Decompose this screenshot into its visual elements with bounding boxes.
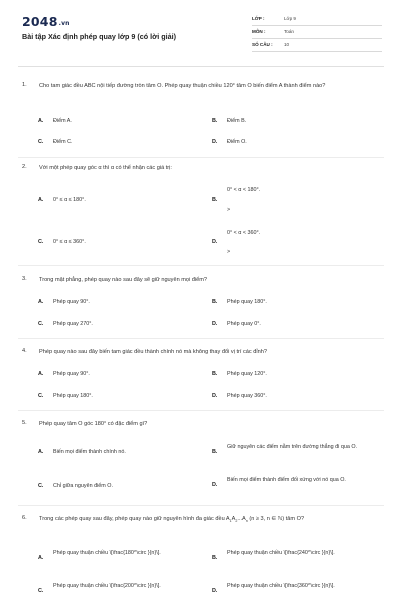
option-d-text: 0° < α < 360°. xyxy=(227,230,261,236)
question-number: 3. xyxy=(22,276,27,282)
option-text: Giữ nguyên các điểm nằm trên đường thẳng đi qua O. xyxy=(227,444,358,450)
option-text: Phép quay thuận chiều \[\frac{240^\circ }{n}\]. xyxy=(227,550,335,556)
logo-suffix: .vn xyxy=(58,20,70,27)
meta-value: Lớp 9 xyxy=(284,16,296,21)
option-letter: C. xyxy=(38,321,44,327)
meta-value: 10 xyxy=(284,42,290,47)
option-letter: C. xyxy=(38,393,44,399)
option-letter: B. xyxy=(212,118,218,124)
question-separator xyxy=(18,265,384,266)
question-number: 2. xyxy=(22,164,27,170)
meta-row-count xyxy=(252,39,382,52)
option-letter: A. xyxy=(38,371,44,377)
meta-value: Toán xyxy=(284,29,294,34)
question-text-mid: A xyxy=(231,516,236,522)
question-text-pre: Trong các phép quay sau đây, phép quay nào giữ nguyên hình đa giác đều A xyxy=(39,516,230,522)
option-text: Phép quay 270°. xyxy=(53,321,93,327)
option-letter: B. xyxy=(212,197,218,203)
option-letter: D. xyxy=(212,393,218,399)
option-text: Phép quay thuận chiều \[\frac{200^\circ }{n}\]. xyxy=(53,583,161,589)
option-text: Phép quay 0°. xyxy=(227,321,261,327)
option-letter: D. xyxy=(212,482,218,488)
question-text-post: (n ≥ 3, n ∈ ℕ) tâm O? xyxy=(247,516,305,522)
question-separator xyxy=(18,338,384,339)
question-separator xyxy=(18,157,384,158)
option-letter: A. xyxy=(38,449,44,455)
question-number: 5. xyxy=(22,420,27,426)
meta-key: SỐ CÂU : xyxy=(252,42,273,47)
option-letter: A. xyxy=(38,555,44,561)
option-letter: D. xyxy=(212,588,218,594)
option-text: Phép quay 90°. xyxy=(53,299,90,305)
question-text: Với một phép quay góc α thì α có thể nhận các giá trị: xyxy=(39,165,172,171)
question-number: 6. xyxy=(22,515,27,521)
option-letter: B. xyxy=(212,371,218,377)
option-text: Biến mọi điểm thành điểm đối xứng với nó qua O. xyxy=(227,477,346,483)
option-text: Điểm A. xyxy=(53,118,72,124)
option-letter: A. xyxy=(38,197,44,203)
subscript: n xyxy=(245,519,248,524)
question-text: Cho tam giác đều ABC nội tiếp đường tròn tâm O. Phép quay thuận chiều 120° tâm O biến điểm A thành điểm nào? xyxy=(39,83,326,89)
option-letter: D. xyxy=(212,139,218,145)
option-letter: C. xyxy=(38,483,44,489)
option-text: Điểm C. xyxy=(53,139,73,145)
meta-key: MÔN : xyxy=(252,29,266,34)
sheet-title: Bài tập Xác định phép quay lớp 9 (có lời giải) xyxy=(22,32,176,41)
option-letter: C. xyxy=(38,239,44,245)
meta-table xyxy=(252,13,382,52)
logo-main: 2048 xyxy=(22,14,58,29)
option-b-text: 0° < α < 180°. xyxy=(227,187,261,193)
option-letter: C. xyxy=(38,139,44,145)
meta-row-class xyxy=(252,13,382,26)
option-text: Phép quay 90°. xyxy=(53,371,90,377)
option-text: Phép quay 180°. xyxy=(227,299,267,305)
header-divider xyxy=(18,66,384,67)
question-text: Trong mặt phẳng, phép quay nào sau đây sẽ giữ nguyên mọi điểm? xyxy=(39,277,208,283)
option-letter: B. xyxy=(212,299,218,305)
subscript: 2 xyxy=(235,519,238,524)
page-header xyxy=(0,0,400,62)
question-separator xyxy=(18,505,384,506)
option-text: 0° ≤ α ≤ 360°. xyxy=(53,239,86,245)
question-text: Phép quay tâm O góc 180° có đặc điểm gì? xyxy=(39,421,148,427)
option-letter: D. xyxy=(212,239,218,245)
option-letter: C. xyxy=(38,588,44,594)
question-number: 4. xyxy=(22,348,27,354)
option-text: 0° ≤ α ≤ 180°. xyxy=(53,197,86,203)
question-text: Phép quay nào sau đây biến tam giác đều thành chính nó mà không thay đổi vị trí các đỉnh? xyxy=(39,349,267,355)
question-text xyxy=(39,515,379,526)
option-text: Phép quay thuận chiều \[\frac{360^\circ }{n}\]. xyxy=(227,583,335,589)
meta-key: LỚP : xyxy=(252,16,265,21)
question-number: 1. xyxy=(22,82,27,88)
option-text: Phép quay thuận chiều \[\frac{180^\circ }{n}\]. xyxy=(53,550,161,556)
option-text: Chỉ giữa nguyên điểm O. xyxy=(53,483,113,489)
subscript: 1 xyxy=(229,519,232,524)
option-letter: B. xyxy=(212,555,218,561)
option-text: Điểm O. xyxy=(227,139,247,145)
option-letter: B. xyxy=(212,449,218,455)
option-text: Điểm B. xyxy=(227,118,247,124)
option-text: Phép quay 180°. xyxy=(53,393,93,399)
question-text-mid: ...A xyxy=(237,516,246,522)
site-logo[interactable] xyxy=(22,14,70,29)
option-text: Phép quay 360°. xyxy=(227,393,267,399)
option-letter: A. xyxy=(38,118,44,124)
meta-row-subject xyxy=(252,26,382,39)
option-b-extra: > xyxy=(227,207,231,213)
option-text: Phép quay 120°. xyxy=(227,371,267,377)
option-text: Biến mọi điểm thành chính nó. xyxy=(53,449,126,455)
question-separator xyxy=(18,410,384,411)
option-letter: A. xyxy=(38,299,44,305)
option-d-extra: > xyxy=(227,249,231,255)
option-letter: D. xyxy=(212,321,218,327)
